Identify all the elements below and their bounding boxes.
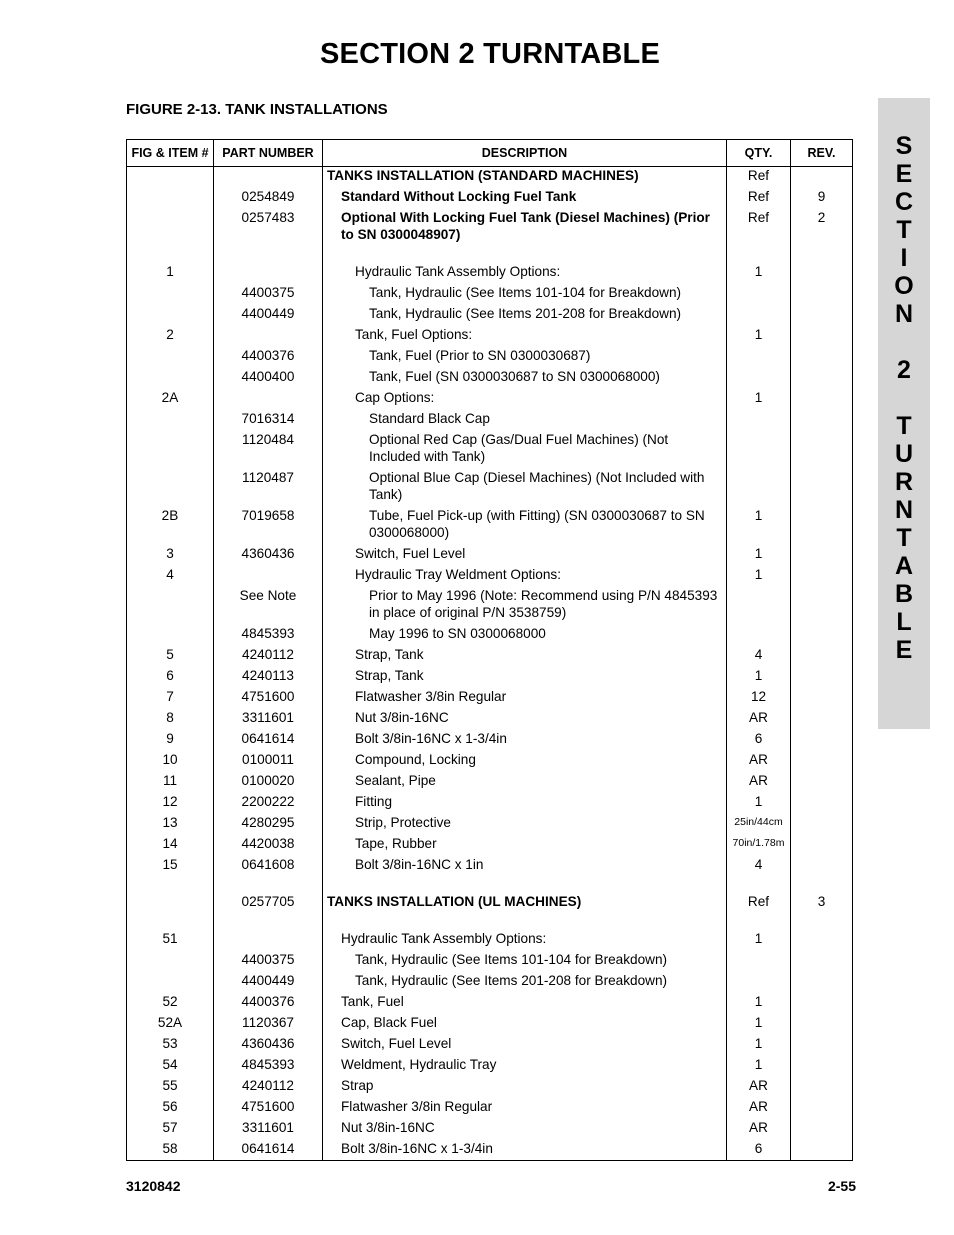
- fig-item-cell: 2A: [127, 387, 214, 408]
- part-number-cell: 4400449: [214, 970, 323, 991]
- rev-cell: [791, 282, 853, 303]
- description-cell: Flatwasher 3/8in Regular: [323, 1096, 727, 1117]
- rev-cell: [791, 1075, 853, 1096]
- table-row: [127, 408, 853, 429]
- qty-cell: 1: [727, 324, 791, 345]
- side-tab-letter: [878, 328, 930, 356]
- side-tab-letter: I: [900, 244, 908, 272]
- table-row: [127, 207, 853, 245]
- spacer-cell: [727, 875, 791, 891]
- part-number-cell: 0100011: [214, 749, 323, 770]
- table-row: [127, 1117, 853, 1138]
- header-description: DESCRIPTION: [323, 140, 727, 167]
- side-tab-letter: 2: [897, 356, 911, 384]
- part-number-cell: [214, 324, 323, 345]
- table-row: [127, 585, 853, 623]
- spacer-cell: [727, 912, 791, 928]
- table-row: [127, 686, 853, 707]
- side-tab-letter: T: [896, 412, 912, 440]
- qty-cell: [727, 303, 791, 324]
- description-cell: Bolt 3/8in-16NC x 1-3/4in: [323, 728, 727, 749]
- part-number-cell: [214, 261, 323, 282]
- table-row: [127, 991, 853, 1012]
- qty-cell: [727, 970, 791, 991]
- description-cell: Nut 3/8in-16NC: [323, 707, 727, 728]
- fig-item-cell: [127, 282, 214, 303]
- qty-cell: AR: [727, 1117, 791, 1138]
- qty-cell: 1: [727, 543, 791, 564]
- part-number-cell: 4845393: [214, 1054, 323, 1075]
- rev-cell: [791, 665, 853, 686]
- table-row: [127, 891, 853, 912]
- side-tab-letter: C: [894, 188, 914, 216]
- fig-item-cell: 51: [127, 928, 214, 949]
- rev-cell: [791, 345, 853, 366]
- side-tab-letter: L: [896, 608, 912, 636]
- table-row: [127, 345, 853, 366]
- fig-item-cell: 14: [127, 833, 214, 854]
- fig-item-cell: 54: [127, 1054, 214, 1075]
- spacer-cell: [791, 245, 853, 261]
- fig-item-cell: 56: [127, 1096, 214, 1117]
- fig-item-cell: 52A: [127, 1012, 214, 1033]
- table-row: [127, 1033, 853, 1054]
- description-cell: Optional With Locking Fuel Tank (Diesel Machines) (Prior to SN 0300048907): [323, 207, 727, 245]
- spacer-cell: [323, 875, 727, 891]
- table-row: [127, 749, 853, 770]
- part-number-cell: [214, 167, 323, 187]
- table-row: [127, 303, 853, 324]
- spacer-cell: [127, 912, 214, 928]
- part-number-cell: 4751600: [214, 1096, 323, 1117]
- spacer-cell: [791, 875, 853, 891]
- description-cell: Flatwasher 3/8in Regular: [323, 686, 727, 707]
- rev-cell: [791, 261, 853, 282]
- fig-item-cell: 1: [127, 261, 214, 282]
- rev-cell: [791, 949, 853, 970]
- part-number-cell: 3311601: [214, 707, 323, 728]
- part-number-cell: 4845393: [214, 623, 323, 644]
- description-cell: Nut 3/8in-16NC: [323, 1117, 727, 1138]
- description-cell: Switch, Fuel Level: [323, 1033, 727, 1054]
- side-tab-letter: A: [894, 552, 914, 580]
- fig-item-cell: 13: [127, 812, 214, 833]
- table-row: [127, 791, 853, 812]
- fig-item-cell: 57: [127, 1117, 214, 1138]
- qty-cell: 1: [727, 1054, 791, 1075]
- part-number-cell: 4280295: [214, 812, 323, 833]
- part-number-cell: 4400375: [214, 282, 323, 303]
- rev-cell: 9: [791, 186, 853, 207]
- table-row: [127, 707, 853, 728]
- part-number-cell: 4400449: [214, 303, 323, 324]
- rev-cell: [791, 686, 853, 707]
- fig-item-cell: [127, 623, 214, 644]
- table-row: [127, 928, 853, 949]
- fig-item-cell: 4: [127, 564, 214, 585]
- description-cell: Tape, Rubber: [323, 833, 727, 854]
- part-number-cell: 7016314: [214, 408, 323, 429]
- fig-item-cell: 12: [127, 791, 214, 812]
- page-number: 2-55: [827, 1178, 856, 1194]
- qty-cell: [727, 623, 791, 644]
- spacer-cell: [127, 875, 214, 891]
- fig-item-cell: [127, 467, 214, 505]
- description-cell: Tank, Fuel (SN 0300030687 to SN 0300068000): [323, 366, 727, 387]
- description-cell: TANKS INSTALLATION (UL MACHINES): [323, 891, 727, 912]
- table-row: [127, 770, 853, 791]
- rev-cell: [791, 770, 853, 791]
- header-rev: REV.: [791, 140, 853, 167]
- fig-item-cell: 8: [127, 707, 214, 728]
- qty-cell: [727, 429, 791, 467]
- rev-cell: [791, 167, 853, 187]
- qty-cell: 1: [727, 928, 791, 949]
- side-tab-letter: O: [894, 272, 914, 300]
- side-tab-letter: N: [894, 300, 914, 328]
- rev-cell: [791, 623, 853, 644]
- rev-cell: [791, 1033, 853, 1054]
- fig-item-cell: 6: [127, 665, 214, 686]
- qty-cell: 4: [727, 644, 791, 665]
- qty-cell: AR: [727, 707, 791, 728]
- rev-cell: [791, 387, 853, 408]
- table-row: [127, 1012, 853, 1033]
- part-number-cell: [214, 564, 323, 585]
- qty-cell: [727, 949, 791, 970]
- spacer-cell: [323, 245, 727, 261]
- qty-cell: AR: [727, 749, 791, 770]
- qty-cell: [727, 408, 791, 429]
- fig-item-cell: [127, 949, 214, 970]
- side-tab-letter: T: [896, 216, 912, 244]
- qty-cell: 1: [727, 791, 791, 812]
- fig-item-cell: 2: [127, 324, 214, 345]
- fig-item-cell: 9: [127, 728, 214, 749]
- part-number-cell: 4400375: [214, 949, 323, 970]
- description-cell: Cap Options:: [323, 387, 727, 408]
- qty-cell: AR: [727, 1075, 791, 1096]
- qty-cell: 1: [727, 1012, 791, 1033]
- part-number-cell: [214, 387, 323, 408]
- part-number-cell: 4751600: [214, 686, 323, 707]
- fig-item-cell: [127, 303, 214, 324]
- description-cell: Weldment, Hydraulic Tray: [323, 1054, 727, 1075]
- part-number-cell: 1120484: [214, 429, 323, 467]
- description-cell: Cap, Black Fuel: [323, 1012, 727, 1033]
- fig-item-cell: 11: [127, 770, 214, 791]
- fig-item-cell: [127, 429, 214, 467]
- rev-cell: [791, 1096, 853, 1117]
- rev-cell: [791, 812, 853, 833]
- rev-cell: [791, 408, 853, 429]
- rev-cell: [791, 429, 853, 467]
- table-row: [127, 324, 853, 345]
- side-tab-letter: B: [894, 580, 914, 608]
- part-number-cell: 3311601: [214, 1117, 323, 1138]
- fig-item-cell: 3: [127, 543, 214, 564]
- table-spacer-row: [127, 912, 853, 928]
- rev-cell: [791, 1054, 853, 1075]
- description-cell: TANKS INSTALLATION (STANDARD MACHINES): [323, 167, 727, 187]
- part-number-cell: 4240113: [214, 665, 323, 686]
- spacer-cell: [214, 912, 323, 928]
- description-cell: Tank, Fuel (Prior to SN 0300030687): [323, 345, 727, 366]
- rev-cell: [791, 505, 853, 543]
- part-number-cell: 0257705: [214, 891, 323, 912]
- part-number-cell: 2200222: [214, 791, 323, 812]
- parts-table: [126, 139, 853, 1161]
- fig-item-cell: [127, 366, 214, 387]
- qty-cell: Ref: [727, 891, 791, 912]
- part-number-cell: 0254849: [214, 186, 323, 207]
- table-row: [127, 467, 853, 505]
- side-tab-letter: E: [895, 636, 913, 664]
- qty-cell: 12: [727, 686, 791, 707]
- spacer-cell: [127, 245, 214, 261]
- fig-item-cell: [127, 186, 214, 207]
- qty-cell: Ref: [727, 167, 791, 187]
- part-number-cell: 4400400: [214, 366, 323, 387]
- rev-cell: 2: [791, 207, 853, 245]
- table-spacer-row: [127, 875, 853, 891]
- description-cell: Switch, Fuel Level: [323, 543, 727, 564]
- rev-cell: [791, 928, 853, 949]
- table-row: [127, 812, 853, 833]
- part-number-cell: 0641614: [214, 1138, 323, 1161]
- table-row: [127, 186, 853, 207]
- rev-cell: [791, 644, 853, 665]
- qty-cell: 1: [727, 261, 791, 282]
- rev-cell: [791, 854, 853, 875]
- fig-item-cell: [127, 207, 214, 245]
- parts-table-body: [127, 167, 853, 1161]
- fig-item-cell: 7: [127, 686, 214, 707]
- description-cell: Hydraulic Tank Assembly Options:: [323, 261, 727, 282]
- description-cell: Tank, Hydraulic (See Items 101-104 for Breakdown): [323, 282, 727, 303]
- description-cell: Optional Blue Cap (Diesel Machines) (Not Included with Tank): [323, 467, 727, 505]
- side-tab-letter: N: [894, 496, 914, 524]
- page-title: SECTION 2 TURNTABLE: [320, 38, 660, 70]
- rev-cell: [791, 833, 853, 854]
- rev-cell: [791, 585, 853, 623]
- description-cell: Standard Without Locking Fuel Tank: [323, 186, 727, 207]
- side-tab-letter: T: [896, 524, 912, 552]
- document-number: 3120842: [126, 1178, 181, 1194]
- qty-cell: 1: [727, 665, 791, 686]
- table-row: [127, 429, 853, 467]
- description-cell: Tank, Hydraulic (See Items 201-208 for Breakdown): [323, 970, 727, 991]
- rev-cell: [791, 728, 853, 749]
- fig-item-cell: [127, 970, 214, 991]
- rev-cell: [791, 791, 853, 812]
- fig-item-cell: [127, 408, 214, 429]
- table-row: [127, 543, 853, 564]
- table-row: [127, 833, 853, 854]
- rev-cell: [791, 467, 853, 505]
- table-row: [127, 1054, 853, 1075]
- side-tab-letter: E: [895, 160, 913, 188]
- fig-item-cell: [127, 891, 214, 912]
- rev-cell: [791, 543, 853, 564]
- description-cell: Prior to May 1996 (Note: Recommend using P/N 4845393 in place of original P/N 3538759): [323, 585, 727, 623]
- description-cell: Sealant, Pipe: [323, 770, 727, 791]
- part-number-cell: 4360436: [214, 543, 323, 564]
- rev-cell: [791, 749, 853, 770]
- table-row: [127, 282, 853, 303]
- table-spacer-row: [127, 245, 853, 261]
- description-cell: Tank, Hydraulic (See Items 101-104 for Breakdown): [323, 949, 727, 970]
- qty-cell: 1: [727, 564, 791, 585]
- side-tab-letter: [878, 384, 930, 412]
- table-row: [127, 387, 853, 408]
- qty-cell: [727, 585, 791, 623]
- rev-cell: [791, 707, 853, 728]
- part-number-cell: [214, 928, 323, 949]
- figure-title: FIGURE 2-13. TANK INSTALLATIONS: [126, 101, 388, 118]
- part-number-cell: 0641614: [214, 728, 323, 749]
- rev-cell: [791, 303, 853, 324]
- rev-cell: [791, 970, 853, 991]
- table-row: [127, 261, 853, 282]
- rev-cell: [791, 564, 853, 585]
- description-cell: Bolt 3/8in-16NC x 1-3/4in: [323, 1138, 727, 1161]
- part-number-cell: 1120487: [214, 467, 323, 505]
- description-cell: Tank, Fuel: [323, 991, 727, 1012]
- part-number-cell: 4360436: [214, 1033, 323, 1054]
- qty-cell: AR: [727, 770, 791, 791]
- qty-cell: Ref: [727, 186, 791, 207]
- description-cell: May 1996 to SN 0300068000: [323, 623, 727, 644]
- table-header-row: [127, 140, 853, 167]
- part-number-cell: 0257483: [214, 207, 323, 245]
- part-number-cell: 0641608: [214, 854, 323, 875]
- table-row: [127, 1138, 853, 1161]
- spacer-cell: [214, 245, 323, 261]
- description-cell: Strap, Tank: [323, 665, 727, 686]
- side-tab-letter: R: [894, 468, 914, 496]
- part-number-cell: 0100020: [214, 770, 323, 791]
- description-cell: Compound, Locking: [323, 749, 727, 770]
- description-cell: Strip, Protective: [323, 812, 727, 833]
- qty-cell: Ref: [727, 207, 791, 245]
- table-row: [127, 970, 853, 991]
- spacer-cell: [727, 245, 791, 261]
- fig-item-cell: 5: [127, 644, 214, 665]
- rev-cell: [791, 1012, 853, 1033]
- section-side-tab: [878, 98, 930, 729]
- rev-cell: [791, 991, 853, 1012]
- side-tab-letter: U: [894, 440, 914, 468]
- table-row: [127, 366, 853, 387]
- header-fig-item: FIG & ITEM #: [127, 140, 214, 167]
- qty-cell: 1: [727, 991, 791, 1012]
- qty-cell: 25in/44cm: [727, 812, 791, 833]
- header-part-number: PART NUMBER: [214, 140, 323, 167]
- rev-cell: [791, 324, 853, 345]
- description-cell: Optional Red Cap (Gas/Dual Fuel Machines) (Not Included with Tank): [323, 429, 727, 467]
- table-row: [127, 623, 853, 644]
- fig-item-cell: 52: [127, 991, 214, 1012]
- qty-cell: 6: [727, 728, 791, 749]
- qty-cell: 4: [727, 854, 791, 875]
- side-tab-letter: S: [895, 132, 913, 160]
- description-cell: Tank, Hydraulic (See Items 201-208 for Breakdown): [323, 303, 727, 324]
- qty-cell: 1: [727, 505, 791, 543]
- qty-cell: [727, 467, 791, 505]
- part-number-cell: 4240112: [214, 1075, 323, 1096]
- spacer-cell: [214, 875, 323, 891]
- table-row: [127, 1075, 853, 1096]
- description-cell: Strap: [323, 1075, 727, 1096]
- fig-item-cell: [127, 167, 214, 187]
- rev-cell: [791, 1117, 853, 1138]
- part-number-cell: 4400376: [214, 991, 323, 1012]
- table-row: [127, 854, 853, 875]
- qty-cell: [727, 366, 791, 387]
- fig-item-cell: [127, 345, 214, 366]
- description-cell: Hydraulic Tray Weldment Options:: [323, 564, 727, 585]
- fig-item-cell: 55: [127, 1075, 214, 1096]
- header-qty: QTY.: [727, 140, 791, 167]
- description-cell: Hydraulic Tank Assembly Options:: [323, 928, 727, 949]
- table-row: [127, 1096, 853, 1117]
- fig-item-cell: 2B: [127, 505, 214, 543]
- qty-cell: [727, 282, 791, 303]
- table-row: [127, 644, 853, 665]
- fig-item-cell: 15: [127, 854, 214, 875]
- table-row: [127, 505, 853, 543]
- qty-cell: 1: [727, 387, 791, 408]
- fig-item-cell: [127, 585, 214, 623]
- rev-cell: [791, 1138, 853, 1161]
- qty-cell: 1: [727, 1033, 791, 1054]
- qty-cell: 6: [727, 1138, 791, 1161]
- table-row: [127, 167, 853, 187]
- spacer-cell: [791, 912, 853, 928]
- description-cell: Fitting: [323, 791, 727, 812]
- description-cell: Tank, Fuel Options:: [323, 324, 727, 345]
- part-number-cell: 1120367: [214, 1012, 323, 1033]
- fig-item-cell: 53: [127, 1033, 214, 1054]
- fig-item-cell: 58: [127, 1138, 214, 1161]
- spacer-cell: [323, 912, 727, 928]
- fig-item-cell: 10: [127, 749, 214, 770]
- rev-cell: 3: [791, 891, 853, 912]
- description-cell: Standard Black Cap: [323, 408, 727, 429]
- part-number-cell: 7019658: [214, 505, 323, 543]
- description-cell: Bolt 3/8in-16NC x 1in: [323, 854, 727, 875]
- section-side-tab-text: [878, 132, 930, 664]
- table-row: [127, 564, 853, 585]
- description-cell: Strap, Tank: [323, 644, 727, 665]
- table-row: [127, 728, 853, 749]
- rev-cell: [791, 366, 853, 387]
- qty-cell: AR: [727, 1096, 791, 1117]
- description-cell: Tube, Fuel Pick-up (with Fitting) (SN 0300030687 to SN 0300068000): [323, 505, 727, 543]
- table-row: [127, 665, 853, 686]
- part-number-cell: See Note: [214, 585, 323, 623]
- part-number-cell: 4420038: [214, 833, 323, 854]
- qty-cell: 70in/1.78m: [727, 833, 791, 854]
- qty-cell: [727, 345, 791, 366]
- part-number-cell: 4240112: [214, 644, 323, 665]
- part-number-cell: 4400376: [214, 345, 323, 366]
- table-row: [127, 949, 853, 970]
